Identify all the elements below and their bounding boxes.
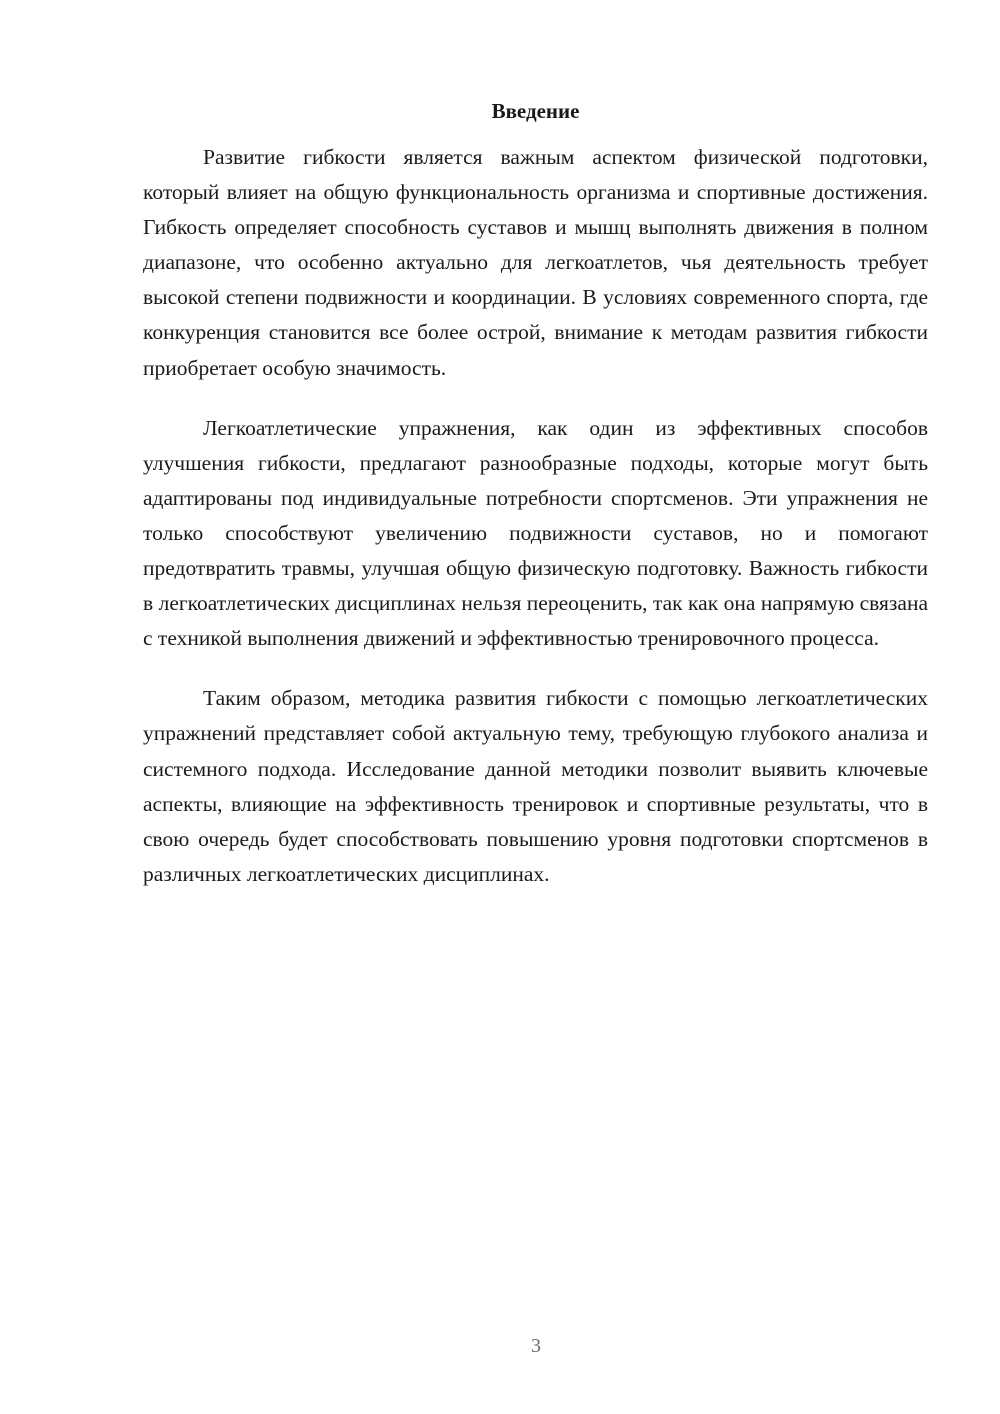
- document-body: [143, 140, 928, 917]
- page-number: 3: [531, 1335, 541, 1357]
- paragraph-2: Легкоатлетические упражнения, как один из эффективных способов улучшения гибкости, предлагают разнообразные подходы, которые могут быть адаптированы под индивидуальные потребности спортсменов. Эти упражнения не только способствуют увеличению подвижности суставов, но и помогают предотвратить травмы, улучшая общую физическую подготовку. Важность гибкости в легкоатлетических дисциплинах нельзя переоценить, так как она напрямую связана с техникой выполнения движений и эффективностью тренировочного процесса.: [143, 415, 928, 651]
- section-heading: Введение: [491, 99, 580, 123]
- paragraph-3: Таким образом, методика развития гибкости с помощью легкоатлетических упражнений представляет собой актуальную тему, требующую глубокого анализа и системного подхода. Исследование данной методики позволит выявить ключевые аспекты, влияющие на эффективность тренировок и спортивные результаты, что в свою очередь будет способствовать повышению уровня подготовки спортсменов в различных легкоатлетических дисциплинах.: [143, 686, 928, 886]
- paragraph-1: Развитие гибкости является важным аспектом физической подготовки, который влияет на общую функциональность организма и спортивные достижения. Гибкость определяет способность суставов и мышц выполнять движения в полном диапазоне, что особенно актуально для легкоатлетов, чья деятельность требует высокой степени подвижности и координации. В условиях современного спорта, где конкуренция становится все более острой, внимание к методам развития гибкости приобретает особую значимость.: [143, 145, 928, 380]
